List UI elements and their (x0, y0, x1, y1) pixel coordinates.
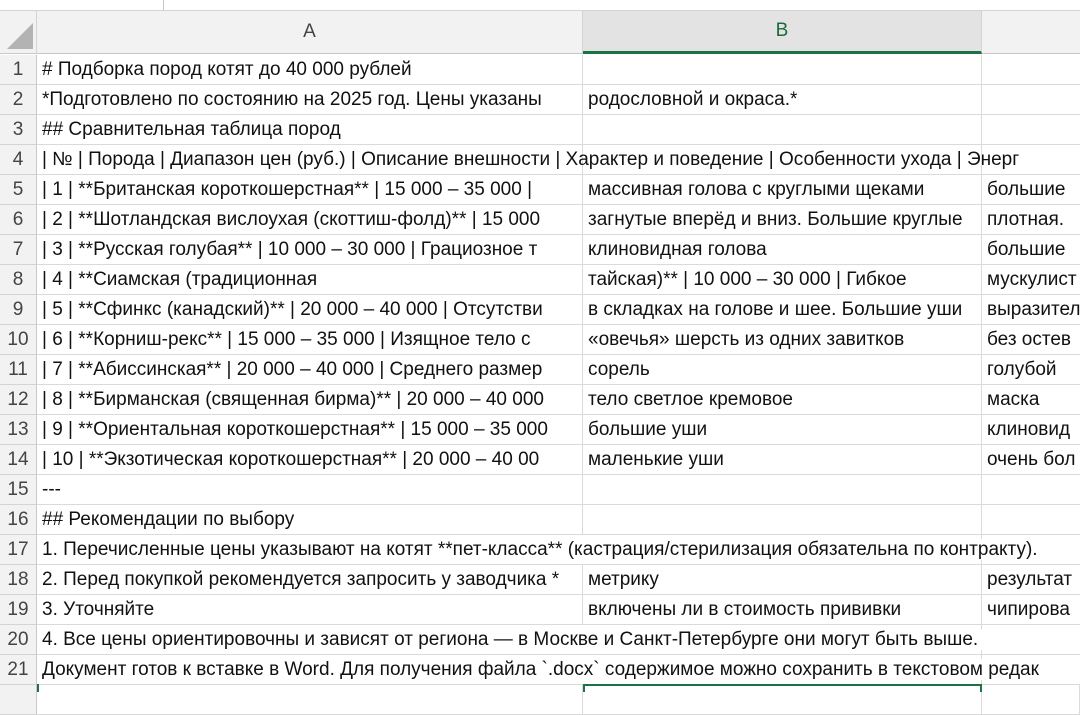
cell-a[interactable]: | 5 | **Сфинкс (канадский)** | 20 000 – 40 000 | Отсутстви (37, 295, 583, 325)
row-header[interactable]: 15 (0, 475, 37, 505)
cell-a[interactable] (37, 655, 1080, 685)
cell-c[interactable]: большие (982, 235, 1080, 265)
cell-c[interactable]: маска (982, 385, 1080, 415)
cell-b[interactable]: загнутые вперёд и вниз. Большие круглые (583, 205, 982, 235)
cell-c[interactable] (982, 685, 1080, 715)
cell-c[interactable] (982, 475, 1080, 505)
cell-c[interactable]: результат (982, 565, 1080, 595)
row-header[interactable]: 6 (0, 205, 37, 235)
cell-b[interactable]: сорель (583, 355, 982, 385)
select-all-corner[interactable] (0, 11, 37, 54)
cell-a[interactable]: | 6 | **Корниш-рекс** | 15 000 – 35 000 | Изящное тело с (37, 325, 583, 355)
row-header[interactable]: 11 (0, 355, 37, 385)
row-header[interactable]: 9 (0, 295, 37, 325)
cell-a[interactable] (37, 625, 1080, 655)
cell-a[interactable]: | 7 | **Абиссинская** | 20 000 – 40 000 | Среднего размер (37, 355, 583, 385)
cell-a[interactable]: | № | Порода | Диапазон цен (руб.) | Описание внешности | Характер и поведение | Особенности ухода | Энерг (37, 145, 583, 175)
cell-c[interactable]: голубой (982, 355, 1080, 385)
row-header[interactable] (0, 685, 37, 715)
cell-b[interactable]: родословной и окраса.* (583, 85, 982, 115)
cell-b[interactable] (583, 475, 982, 505)
row-header[interactable]: 14 (0, 445, 37, 475)
cell-b[interactable]: метрику (583, 565, 982, 595)
cell-a[interactable]: | 1 | **Британская короткошерстная** | 15 000 – 35 000 | (37, 175, 583, 205)
cell-b[interactable]: массивная голова с круглыми щеками (583, 175, 982, 205)
row-header[interactable]: 20 (0, 625, 37, 655)
cell-a[interactable]: | 9 | **Ориентальная короткошерстная** | 15 000 – 35 000 (37, 415, 583, 445)
cell-c[interactable]: мускулист (982, 265, 1080, 295)
cell-c[interactable]: клиновид (982, 415, 1080, 445)
row-header[interactable]: 12 (0, 385, 37, 415)
cell-b[interactable]: включены ли в стоимость прививки (583, 595, 982, 625)
row-header[interactable]: 18 (0, 565, 37, 595)
column-header-a[interactable]: A (37, 11, 583, 54)
cell-c[interactable] (982, 115, 1080, 145)
cell-c[interactable]: очень бол (982, 445, 1080, 475)
cell-a[interactable] (37, 535, 1080, 565)
cell-b[interactable]: клиновидная голова (583, 235, 982, 265)
cell-b[interactable] (583, 505, 982, 535)
cell-a[interactable]: # Подборка пород котят до 40 000 рублей (37, 55, 583, 85)
row-header[interactable]: 7 (0, 235, 37, 265)
formula-bar-separator (163, 0, 164, 10)
cell-b[interactable] (583, 55, 982, 85)
selected-cell-b22 (583, 684, 982, 692)
cell-b[interactable]: в складках на голове и шее. Большие уши (583, 295, 982, 325)
cell-b[interactable]: большие уши (583, 415, 982, 445)
cell-c[interactable] (982, 505, 1080, 535)
row-header[interactable]: 2 (0, 85, 37, 115)
cell-a[interactable]: ## Сравнительная таблица пород (37, 115, 583, 145)
cell-c[interactable] (982, 145, 1080, 175)
cell-a[interactable]: --- (37, 475, 583, 505)
column-header-c[interactable] (982, 11, 1080, 54)
row-header[interactable]: 16 (0, 505, 37, 535)
cell-b[interactable] (583, 145, 982, 175)
cell-b[interactable] (583, 115, 982, 145)
cell-a[interactable]: | 8 | **Бирманская (священная бирма)** | 20 000 – 40 000 (37, 385, 583, 415)
row-header[interactable]: 4 (0, 145, 37, 175)
cell-a[interactable]: | 3 | **Русская голубая** | 10 000 – 30 000 | Грациозное т (37, 235, 583, 265)
cell-c[interactable] (982, 85, 1080, 115)
cell-c[interactable]: большие (982, 175, 1080, 205)
row-header[interactable]: 17 (0, 535, 37, 565)
formula-bar-strip (0, 0, 1080, 11)
cell-text: 4. Все цены ориентировочны и зависят от региона — в Москве и Санкт-Петербурге они могут быть выше. (42, 629, 982, 650)
row-header[interactable]: 5 (0, 175, 37, 205)
cell-a[interactable]: ## Рекомендации по выбору (37, 505, 583, 535)
row-header[interactable]: 1 (0, 55, 37, 85)
cell-b[interactable]: «овечья» шерсть из одних завитков (583, 325, 982, 355)
cell-b[interactable]: маленькие уши (583, 445, 982, 475)
cell-a[interactable]: 2. Перед покупкой рекомендуется запросить у заводчика * (37, 565, 583, 595)
cell-b[interactable]: тело светлое кремовое (583, 385, 982, 415)
cell-c[interactable]: плотная. (982, 205, 1080, 235)
cell-c[interactable]: без остев (982, 325, 1080, 355)
cell-a[interactable]: | 2 | **Шотландская вислоухая (скоттиш-фолд)** | 15 000 (37, 205, 583, 235)
cell-a[interactable]: | 4 | **Сиамская (традиционная (37, 265, 583, 295)
select-all-triangle-icon (7, 23, 33, 49)
cell-text: 1. Перечисленные цены указывают на котят **пет-класса** (кастрация/стерилизация обязательна по контракту). (42, 539, 1042, 560)
row-header[interactable]: 19 (0, 595, 37, 625)
column-header-b[interactable]: B (583, 11, 982, 54)
row-header[interactable]: 21 (0, 655, 37, 685)
selection-edge-a (37, 684, 583, 692)
cell-c[interactable]: чипирова (982, 595, 1080, 625)
cell-c[interactable]: выразител (982, 295, 1080, 325)
cell-a[interactable]: | 10 | **Экзотическая короткошерстная** | 20 000 – 40 00 (37, 445, 583, 475)
cell-a[interactable]: *Подготовлено по состоянию на 2025 год. Цены указаны (37, 85, 583, 115)
cell-text: Документ готов к вставке в Word. Для получения файла `.docx` содержимое можно сохранить в текстовом редак (42, 659, 1043, 680)
row-header[interactable]: 10 (0, 325, 37, 355)
row-header[interactable]: 3 (0, 115, 37, 145)
cell-a[interactable]: 3. Уточняйте (37, 595, 583, 625)
row-header[interactable]: 8 (0, 265, 37, 295)
row-header[interactable]: 13 (0, 415, 37, 445)
cell-c[interactable] (982, 55, 1080, 85)
cell-b[interactable]: тайская)** | 10 000 – 30 000 | Гибкое (583, 265, 982, 295)
